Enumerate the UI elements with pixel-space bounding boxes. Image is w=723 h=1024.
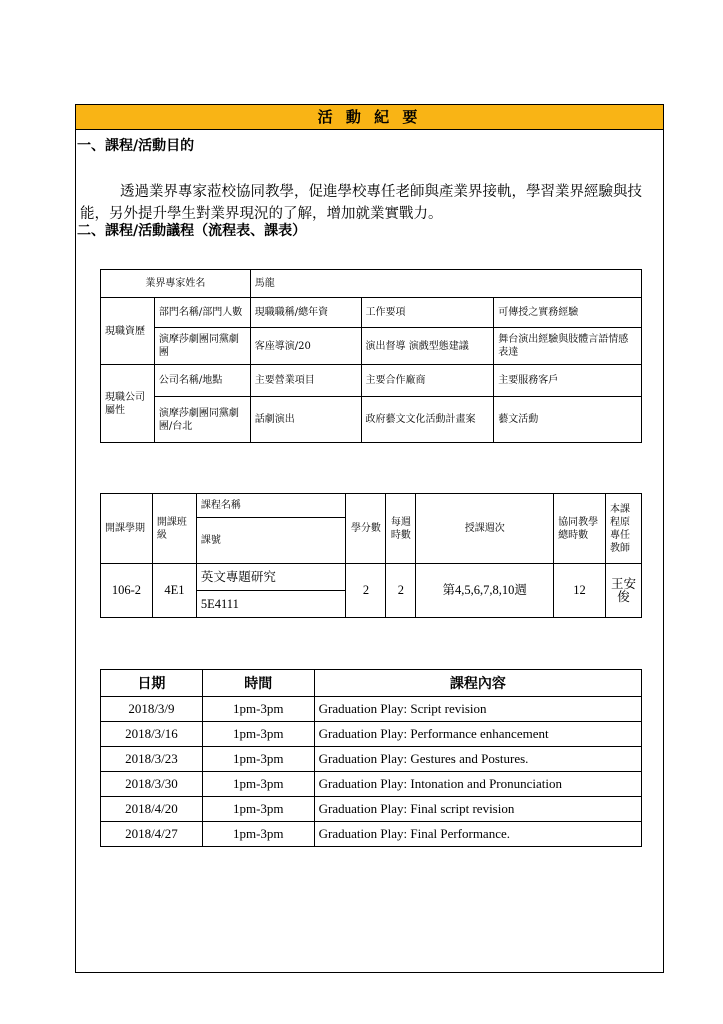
schedule-date: 2018/3/30 [101, 772, 203, 797]
schedule-date: 2018/4/27 [101, 822, 203, 847]
table-row [101, 797, 642, 822]
weeks: 第4,5,6,7,8,10週 [416, 564, 554, 618]
h-hours: 每週時數 [386, 494, 416, 564]
schedule-time: 1pm-3pm [202, 797, 314, 822]
h-title: 現職職稱/總年資 [250, 298, 361, 328]
h-class: 開課班級 [152, 494, 196, 564]
schedule-time: 1pm-3pm [202, 722, 314, 747]
exp: 舞台演出經驗與肢體言語情感表達 [494, 328, 642, 365]
table-row [101, 822, 642, 847]
h-course-code: 課號 [196, 518, 346, 564]
teacher: 王安俊 [606, 564, 642, 618]
work: 演出督導 演戲型態建議 [361, 328, 494, 365]
current-label: 現職資歷 [101, 298, 155, 365]
section1-text: 透過業界專家蒞校協同教學，促進學校專任老師與產業界接軌，學習業界經驗與技能，另外提升學生對業界現況的了解，增加就業實戰力。 [80, 184, 642, 222]
partner: 政府藝文文化活動計畫案 [361, 397, 494, 443]
h-cohours: 協同教學總時數 [554, 494, 606, 564]
hours: 2 [386, 564, 416, 618]
schedule-header-content: 課程內容 [314, 670, 641, 697]
expert-name-label: 業界專家姓名 [101, 270, 251, 298]
schedule-content: Graduation Play: Final script revision [314, 797, 641, 822]
course-code: 5E4111 [196, 591, 346, 618]
h-term: 開課學期 [101, 494, 153, 564]
expert-table [100, 269, 642, 443]
table-row [101, 747, 642, 772]
company-label: 現職公司屬性 [101, 365, 155, 443]
job-title: 客座導演/20 [250, 328, 361, 365]
course-table [100, 493, 642, 618]
schedule-header-time: 時間 [202, 670, 314, 697]
schedule-content: Graduation Play: Final Performance. [314, 822, 641, 847]
expert-name: 馬龍 [250, 270, 641, 298]
schedule-date: 2018/3/9 [101, 697, 203, 722]
h-weeks: 授課週次 [416, 494, 554, 564]
h-course-name: 課程名稱 [196, 494, 346, 518]
schedule-time: 1pm-3pm [202, 697, 314, 722]
schedule-content: Graduation Play: Gestures and Postures. [314, 747, 641, 772]
h-credit: 學分數 [346, 494, 386, 564]
schedule-date: 2018/3/16 [101, 722, 203, 747]
schedule-date: 2018/3/23 [101, 747, 203, 772]
term: 106-2 [101, 564, 153, 618]
page-title: 活 動 紀 要 [76, 105, 663, 130]
class: 4E1 [152, 564, 196, 618]
course-name: 英文專題研究 [196, 564, 346, 591]
h-partner: 主要合作廠商 [361, 365, 494, 397]
client: 藝文活動 [494, 397, 642, 443]
schedule-date: 2018/4/20 [101, 797, 203, 822]
h-teacher: 本課程原專任教師 [606, 494, 642, 564]
h-exp: 可傳授之實務經驗 [494, 298, 642, 328]
schedule-content: Graduation Play: Intonation and Pronunciation [314, 772, 641, 797]
section1-heading: 一、課程/活動目的 [77, 138, 195, 154]
h-business: 主要營業項目 [250, 365, 361, 397]
company: 演摩莎劇團同黨劇團/台北 [154, 397, 250, 443]
credit: 2 [346, 564, 386, 618]
schedule-content: Graduation Play: Script revision [314, 697, 641, 722]
section1-paragraph [80, 181, 662, 225]
section2-heading: 二、課程/活動議程（流程表、課表） [77, 223, 307, 239]
business: 話劇演出 [250, 397, 361, 443]
cohours: 12 [554, 564, 606, 618]
schedule-content: Graduation Play: Performance enhancement [314, 722, 641, 747]
table-row [101, 697, 642, 722]
table-row [101, 772, 642, 797]
schedule-header-date: 日期 [101, 670, 203, 697]
h-dept: 部門名稱/部門人數 [154, 298, 250, 328]
h-client: 主要服務客戶 [494, 365, 642, 397]
schedule-time: 1pm-3pm [202, 747, 314, 772]
h-work: 工作要項 [361, 298, 494, 328]
table-row [101, 722, 642, 747]
schedule-table [100, 669, 642, 847]
activity-record-frame [75, 104, 664, 973]
schedule-time: 1pm-3pm [202, 822, 314, 847]
h-company: 公司名稱/地點 [154, 365, 250, 397]
schedule-time: 1pm-3pm [202, 772, 314, 797]
dept: 演摩莎劇團同黨劇團 [154, 328, 250, 365]
